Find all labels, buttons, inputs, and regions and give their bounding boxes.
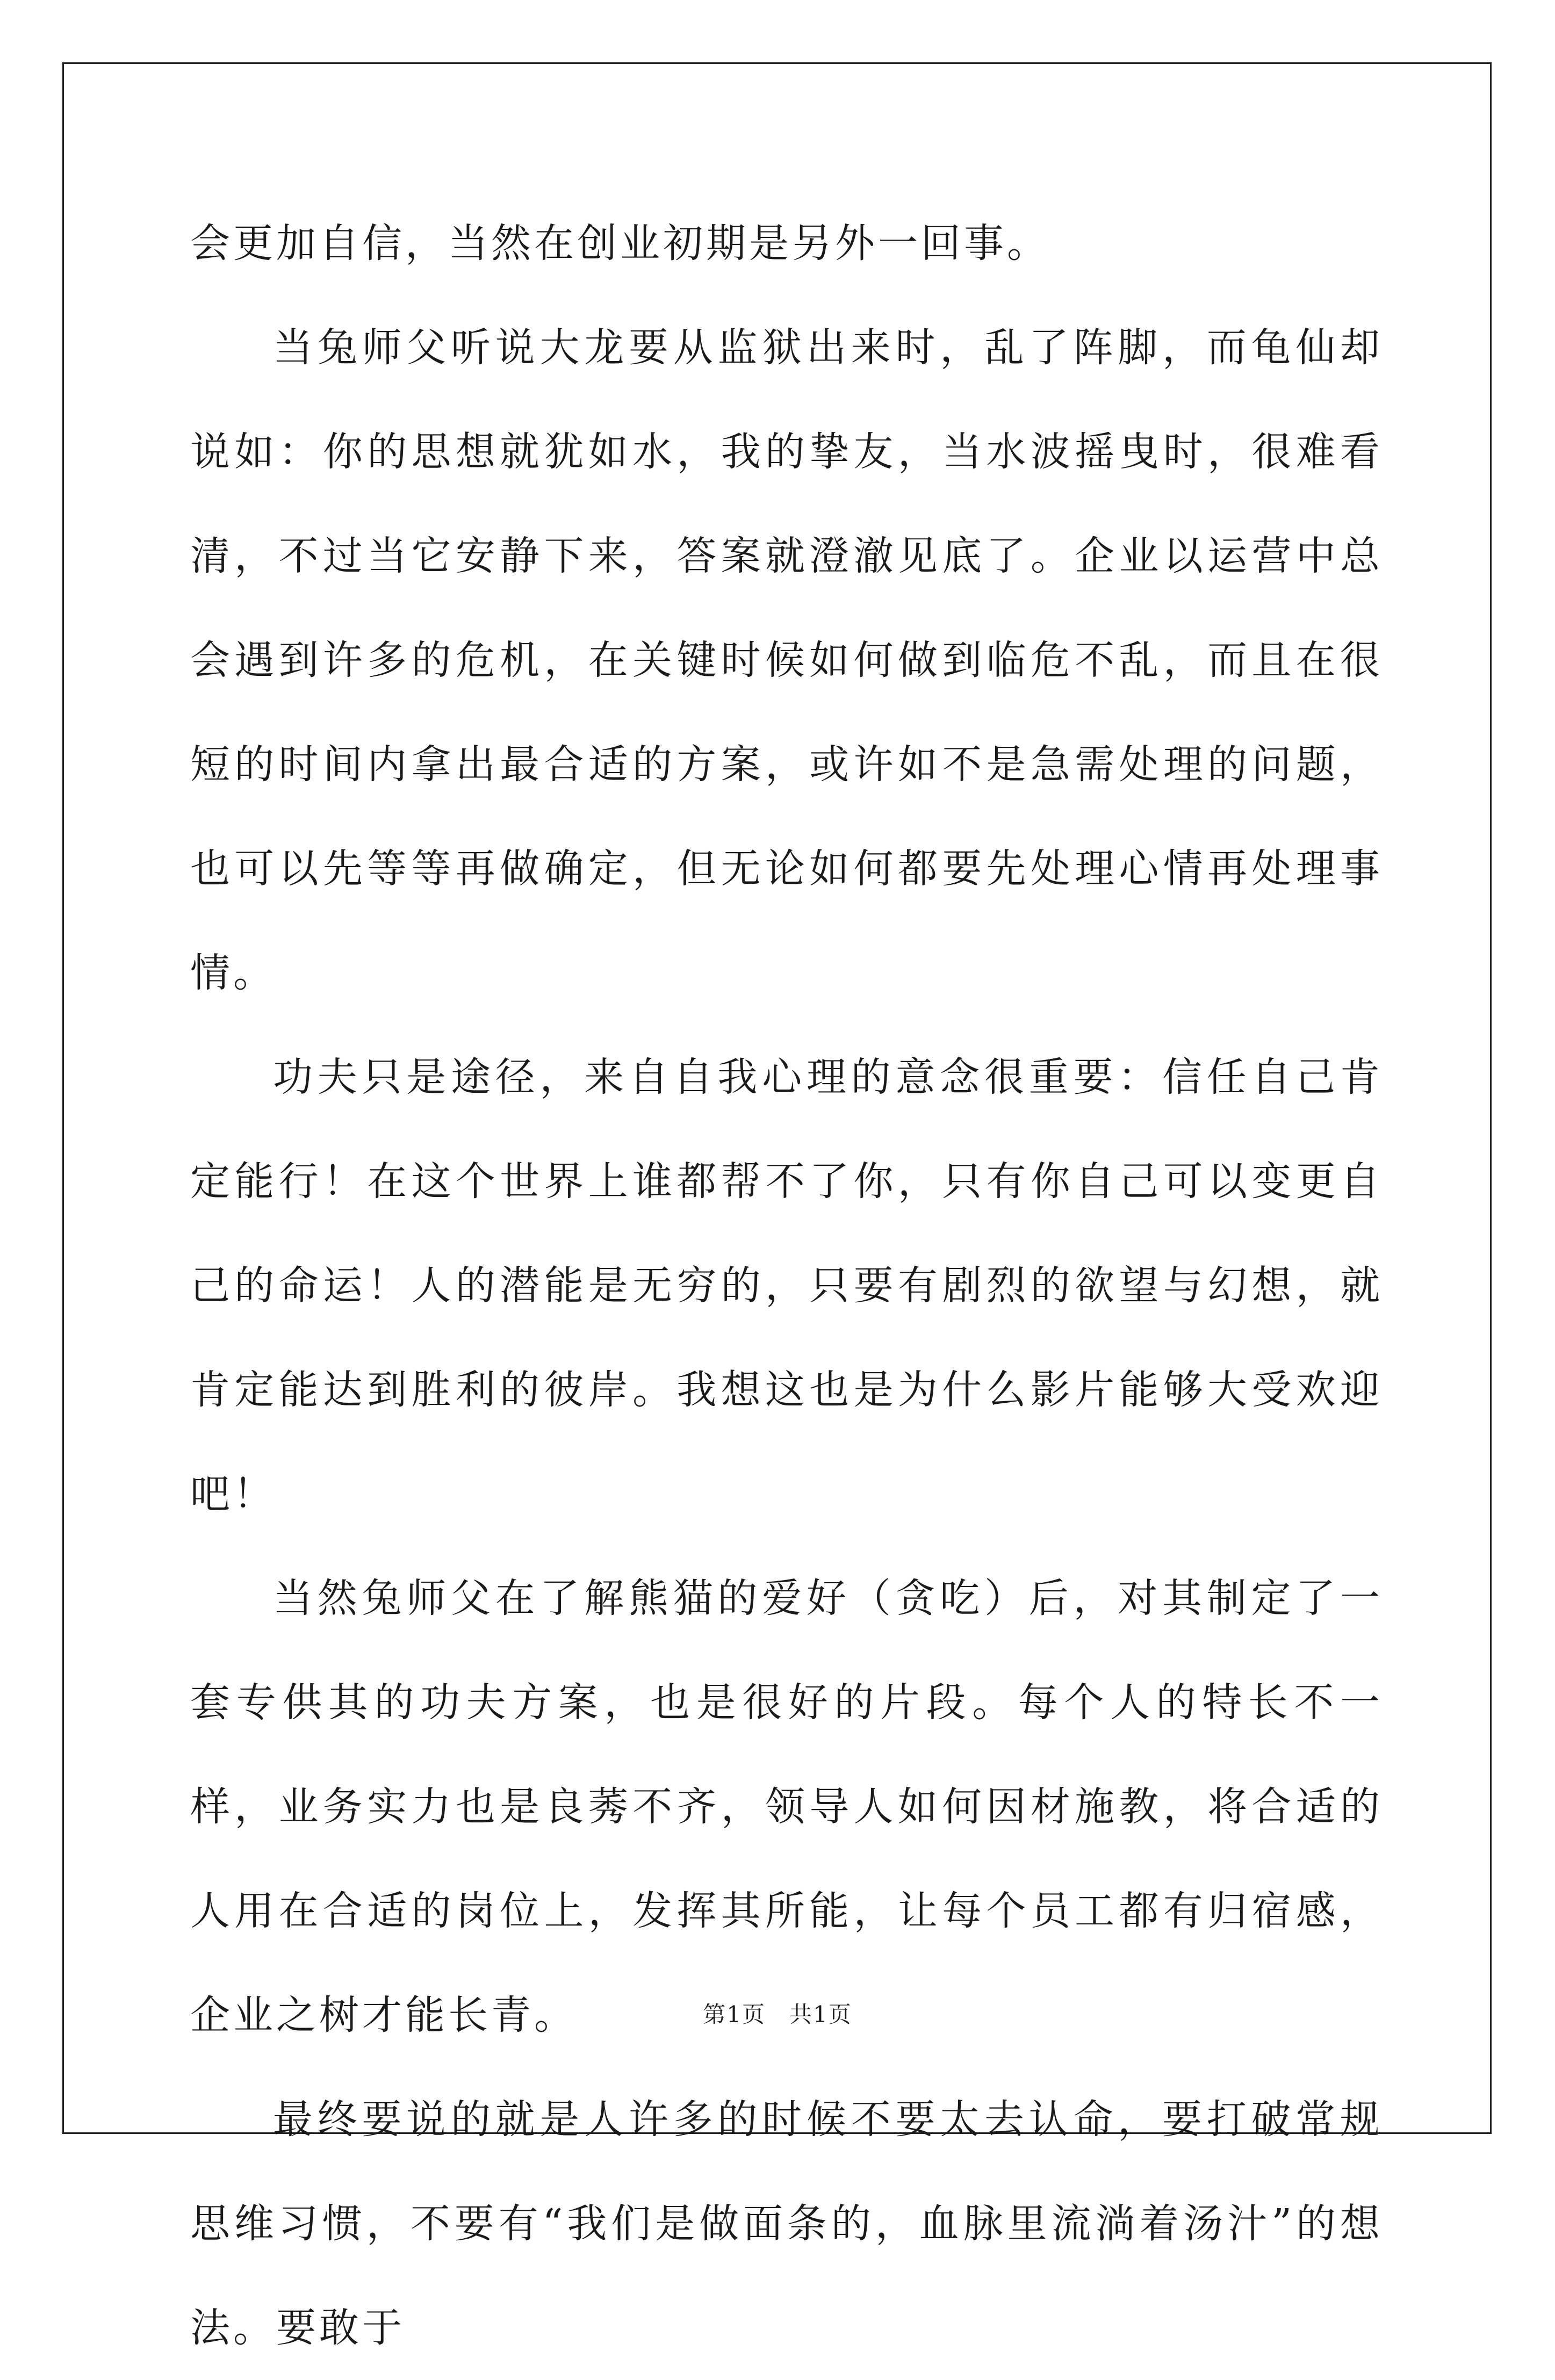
paragraph-1: 会更加自信，当然在创业初期是另外一回事。	[190, 220, 1050, 266]
page-footer	[0, 1999, 1555, 2031]
paragraph-5: 最终要说的就是人许多的时候不要太去认命，要打破常规思维习惯，不要有“我们是做面条的，血脉里流淌着汤汁”的想法。要敢于	[190, 2096, 1383, 2351]
page-number: 第1页	[703, 2001, 766, 2028]
paragraph-3: 功夫只是途径，来自自我心理的意念很重要：信任自己肯定能行！在这个世界上谁都帮不了你，只有你自己可以变更自己的命运！人的潜能是无穷的，只要有剧烈的欲望与幻想，就肯定能达到胜利的彼岸。我想这也是为什么影片能够大受欢迎吧！	[190, 1054, 1383, 1517]
paragraph-4: 当然兔师父在了解熊猫的爱好（贪吃）后，对其制定了一套专供其的功夫方案，也是很好的片段。每个人的特长不一样，业务实力也是良莠不齐，领导人如何因材施教，将合适的人用在合适的岗位上，发挥其所能，让每个员工都有归宿感，企业之树才能长青。	[190, 1575, 1383, 2038]
page-total: 共1页	[789, 2001, 852, 2028]
document-body	[190, 191, 1383, 2380]
paragraph-2: 当兔师父听说大龙要从监狱出来时，乱了阵脚，而龟仙却说如：你的思想就犹如水，我的挚友，当水波摇曳时，很难看清，不过当它安静下来，答案就澄澈见底了。企业以运营中总会遇到许多的危机，在关键时候如何做到临危不乱，而且在很短的时间内拿出最合适的方案，或许如不是急需处理的问题，也可以先等等再做确定，但无论如何都要先处理心情再处理事情。	[190, 324, 1383, 996]
